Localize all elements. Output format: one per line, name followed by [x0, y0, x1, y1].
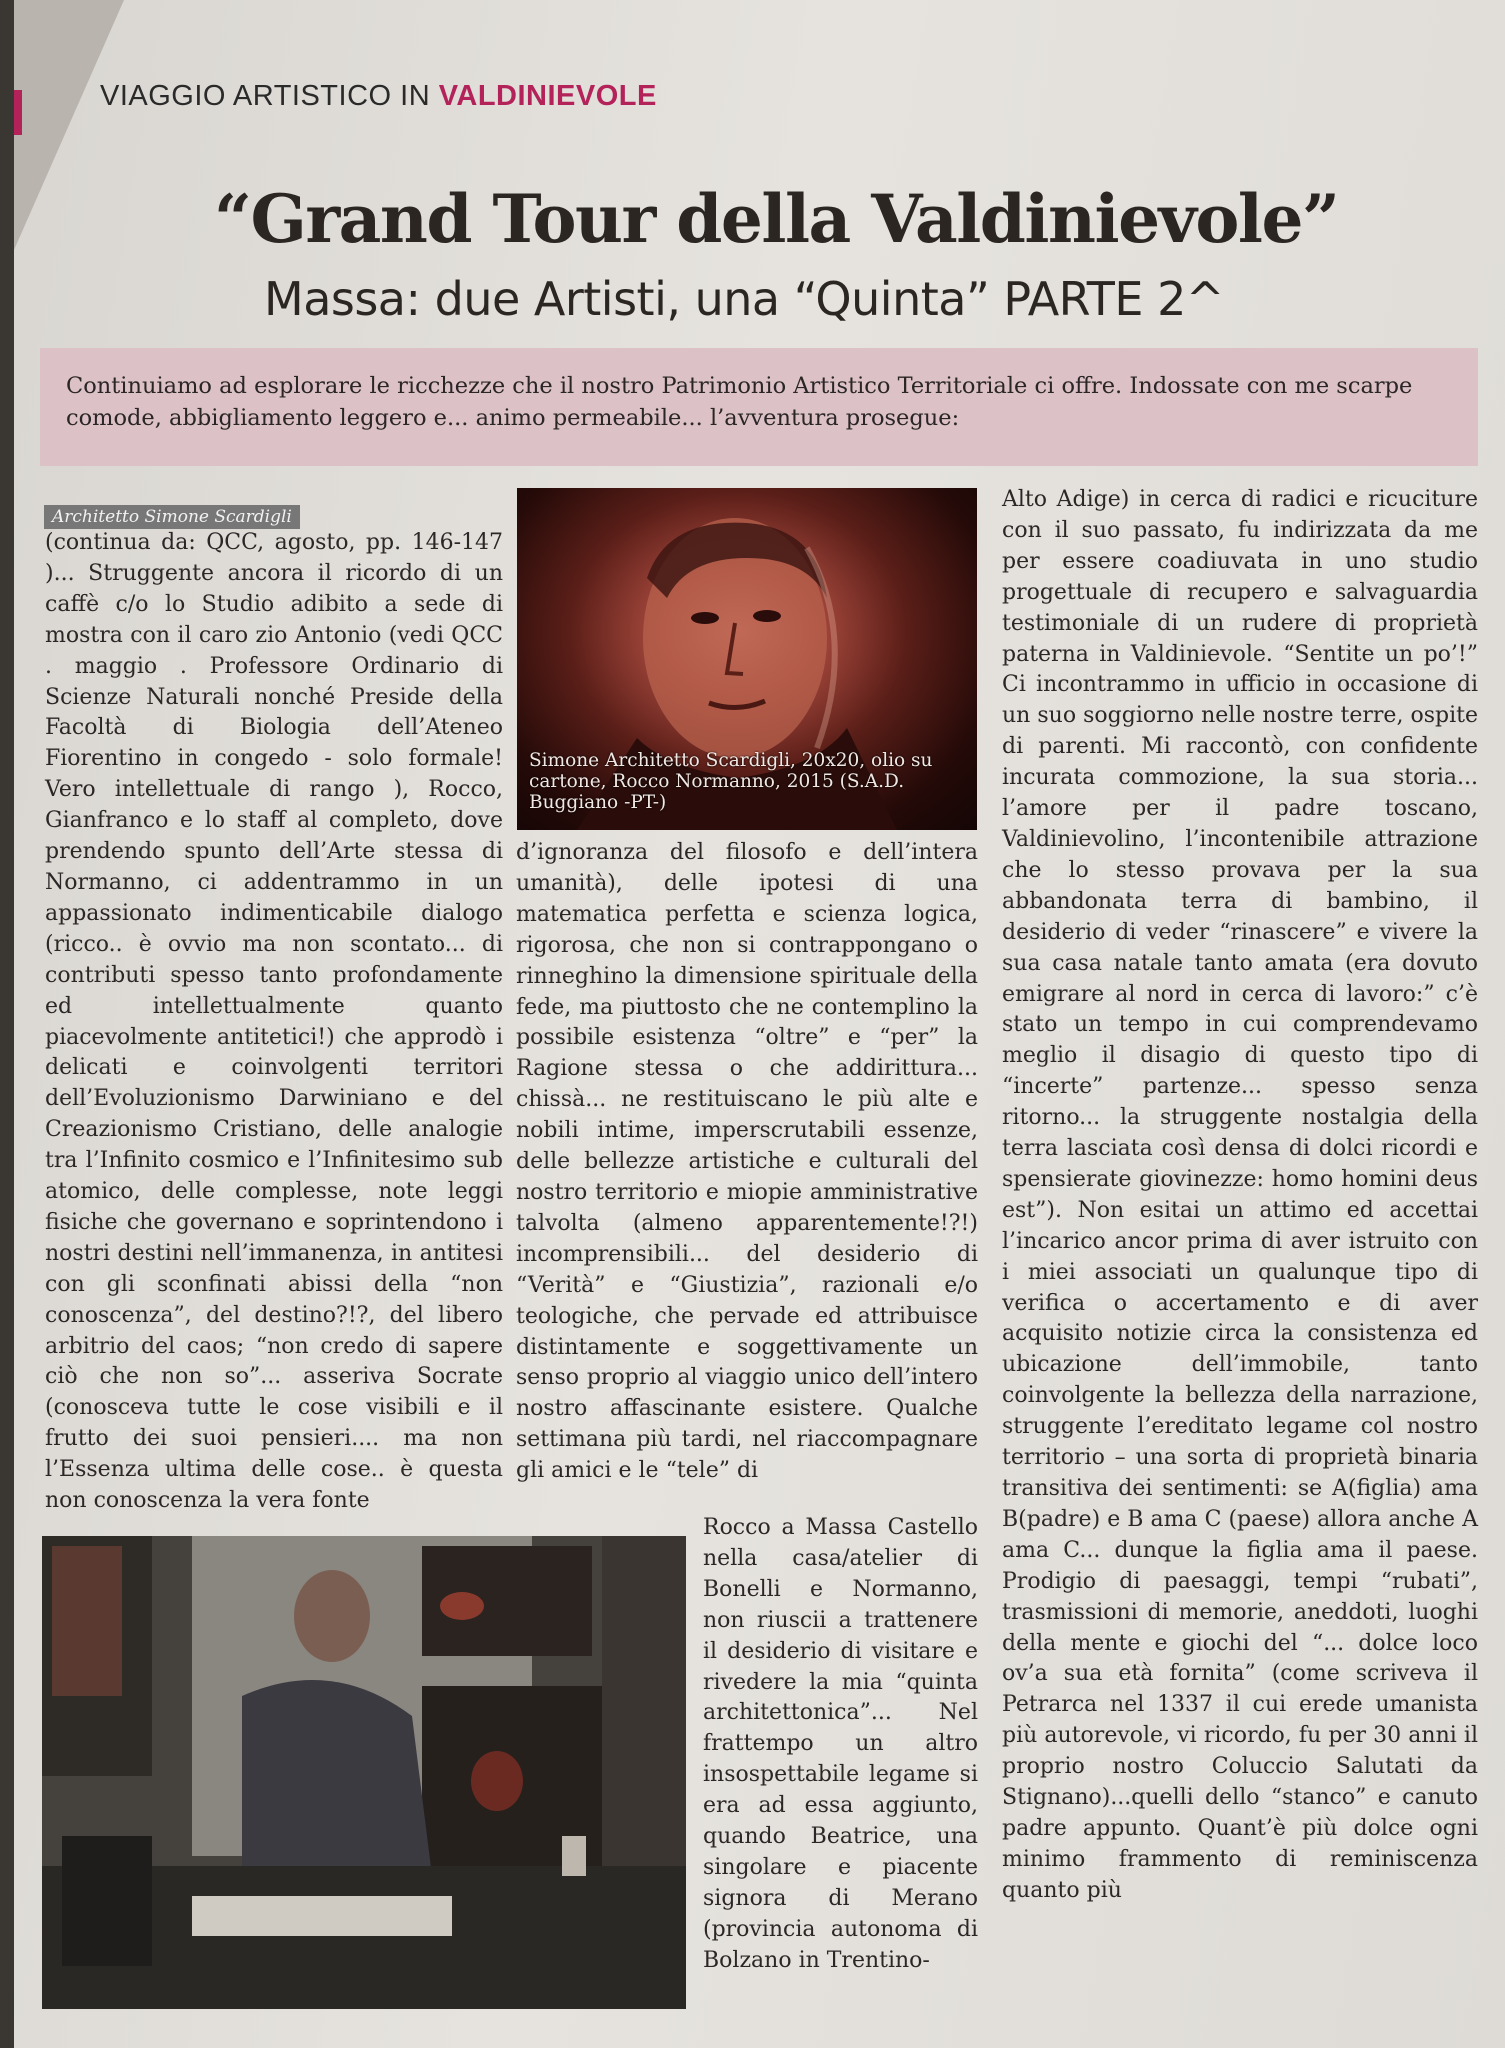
body-text: Alto Adige) in cerca di radici e ricuciture con il suo passato, fu indirizzata da me per essere coadiuvata in uno studio progettuale di recupero e salvaguardia testimoniale di un rudere di proprietà paterna in Valdinievole. “Sentite un po’!” Ci incontrammo in ufficio in occasione di un suo soggiorno nelle nostre terre, ospite di parenti. Mi raccontò, con confidente incurata commozione, la sua storia... l’amore per il padre toscano, Valdinievolino, l’incontenibile attrazione che lo stesso provava per la sua abbandonata terra di bambino, il desiderio di veder “rinascere” e vivere la sua casa natale tanto amata (era dovuto emigrare al nord in cerca di lavoro:” c’è stato un tempo in cui comprendevamo meglio il disagio di questo tipo di “incerte” partenze... spesso senza ritorno... la struggente nostalgia della terra lasciata così densa di dolci ricordi e spensierate giovinezze: homo homini deus est”). Non esitai un attimo ed accettai l’incarico ancor prima di aver istruito con i miei associati un qualunque tipo di verifica o accertamento e di aver acquisito notizie circa la consistenza ed ubicazione dell’immobile, tanto coinvolgente la bellezza della narrazione, struggente l’ereditato legame col nostro territorio – una sorta di proprietà binaria transitiva dei sentimenti: se A(figlia) ama B(padre) e B ama C (paese) allora anche A ama C... dunque la figlia ama il paese. Prodigio di paesaggi, tempi “rubati”, trasmissioni di memorie, aneddoti, luoghi della mente e giochi del “... dolce loco ov’a sua età fornita” (come scriveva il Petrarca nel 1337 il cui erede umanista più autorevole, vi ricordo, fu per 30 anni il proprio nostro Coluccio Salutati da Stignano)...quelli dello “stanco” e canuto padre appunto. Quant’è più dolce ogni minimo frammento di reminiscenza quanto più [1002, 487, 1478, 1903]
studio-illustration [42, 1536, 686, 2009]
author-byline: Architetto Simone Scardigli [44, 505, 300, 529]
portrait-painting-image [517, 488, 977, 830]
article-subtitle: Massa: due Artisti, una “Quinta” PARTE 2^ [264, 272, 1224, 326]
body-text: d’ignoranza del filosofo e dell’intera umanità), delle ipotesi di una matematica perfetta e scienza logica, rigorosa, che non si contrappongano o rinneghino la dimensione spirituale della fede, ma piuttosto che ne contemplino la possibile esistenza “oltre” e “per” la Ragione stessa o che addirittura... chissà... ne restituiscano le più alte e nobili intime, imperscrutabili essenze, delle bellezze artistiche e culturali del nostro territorio e miopie amministrative talvolta (almeno apparentemente!?!) incomprensibili... del desiderio di “Verità” e “Giustizia”, razionali e/o teologiche, che pervade ed attribuisce distintamente e soggettivamente un senso proprio al viaggio unico dell’intero nostro affascinante esistere. Qualche settimana più tardi, nel riaccompagnare gli amici e le “tele” di [516, 840, 978, 1484]
body-text: Rocco a Massa Castello nella casa/atelier di Bonelli e Normanno, non riuscii a trattenere il desiderio di visitare e rivedere la mia “quinta architettonica”... Nel frattempo un altro insospettabile legame si era ad essa aggiunto, quando Beatrice, una singolare e piacente signora di Merano (provincia autonoma di Bolzano in Trentino- [703, 1515, 978, 1973]
folded-page-corner [14, 0, 124, 250]
artist-studio-photo [42, 1536, 686, 2009]
body-column-2 [516, 838, 978, 1487]
portrait-caption: Simone Architetto Scardigli, 20x20, olio su cartone, Rocco Normanno, 2015 (S.A.D. Buggiano -PT-) [529, 750, 933, 813]
article-title: “Grand Tour della Valdinievole” [214, 180, 1339, 258]
section-prefix: VIAGGIO ARTISTICO IN [100, 80, 431, 112]
section-tab-marker [14, 90, 22, 135]
magazine-page [14, 0, 1505, 2048]
body-text: (continua da: QCC, agosto, pp. 146-147 )... Struggente ancora il ricordo di un caffè c/o lo Studio adibito a sede di mostra con il caro zio Antonio (vedi QCC . maggio . Professore Ordinario di Scienze Naturali nonché Preside della Facoltà di Biologia dell’Ateneo Fiorentino in congedo - solo formale! Vero intellettuale di rango ), Rocco, Gianfranco e lo staff al completo, dove prendendo spunto dell’Arte stessa di Normanno, ci addentrammo in un appassionato indimenticabile dialogo (ricco.. è ovvio ma non scontato... di contributi spesso tanto profondamente ed intellettualmente quanto piacevolmente antitetici!) che approdò i delicati e coinvolgenti territori dell’Evoluzionismo Darwiniano e del Creazionismo Cristiano, delle analogie tra l’Infinito cosmico e l’Infinitesimo sub atomico, delle complesse, note leggi fisiche che governano e soprintendono i nostri destini nell’immanenza, in antitesi con gli sconfinati abissi della “non conoscenza”, del destino?!?, del libero arbitrio del caos; “non credo di sapere ciò che non so”... asseriva Socrate (conosceva tutte le cose visibili e il frutto dei suoi pensieri.... ma non l’Essenza ultima delle cose.. è questa non conoscenza la vera fonte [45, 530, 503, 1514]
body-column-1 [45, 528, 503, 1517]
section-highlight: VALDINIEVOLE [438, 80, 657, 112]
section-header [100, 80, 657, 113]
lead-paragraph: Continuiamo ad esplorare le ricchezze che il nostro Patrimonio Artistico Territoriale ci offre. Indossate con me scarpe comode, abbigliamento leggero e... animo permeabile... l’avventura prosegue: [40, 348, 1478, 466]
body-column-2-continued [703, 1513, 978, 1977]
body-column-3 [1002, 485, 1478, 1907]
